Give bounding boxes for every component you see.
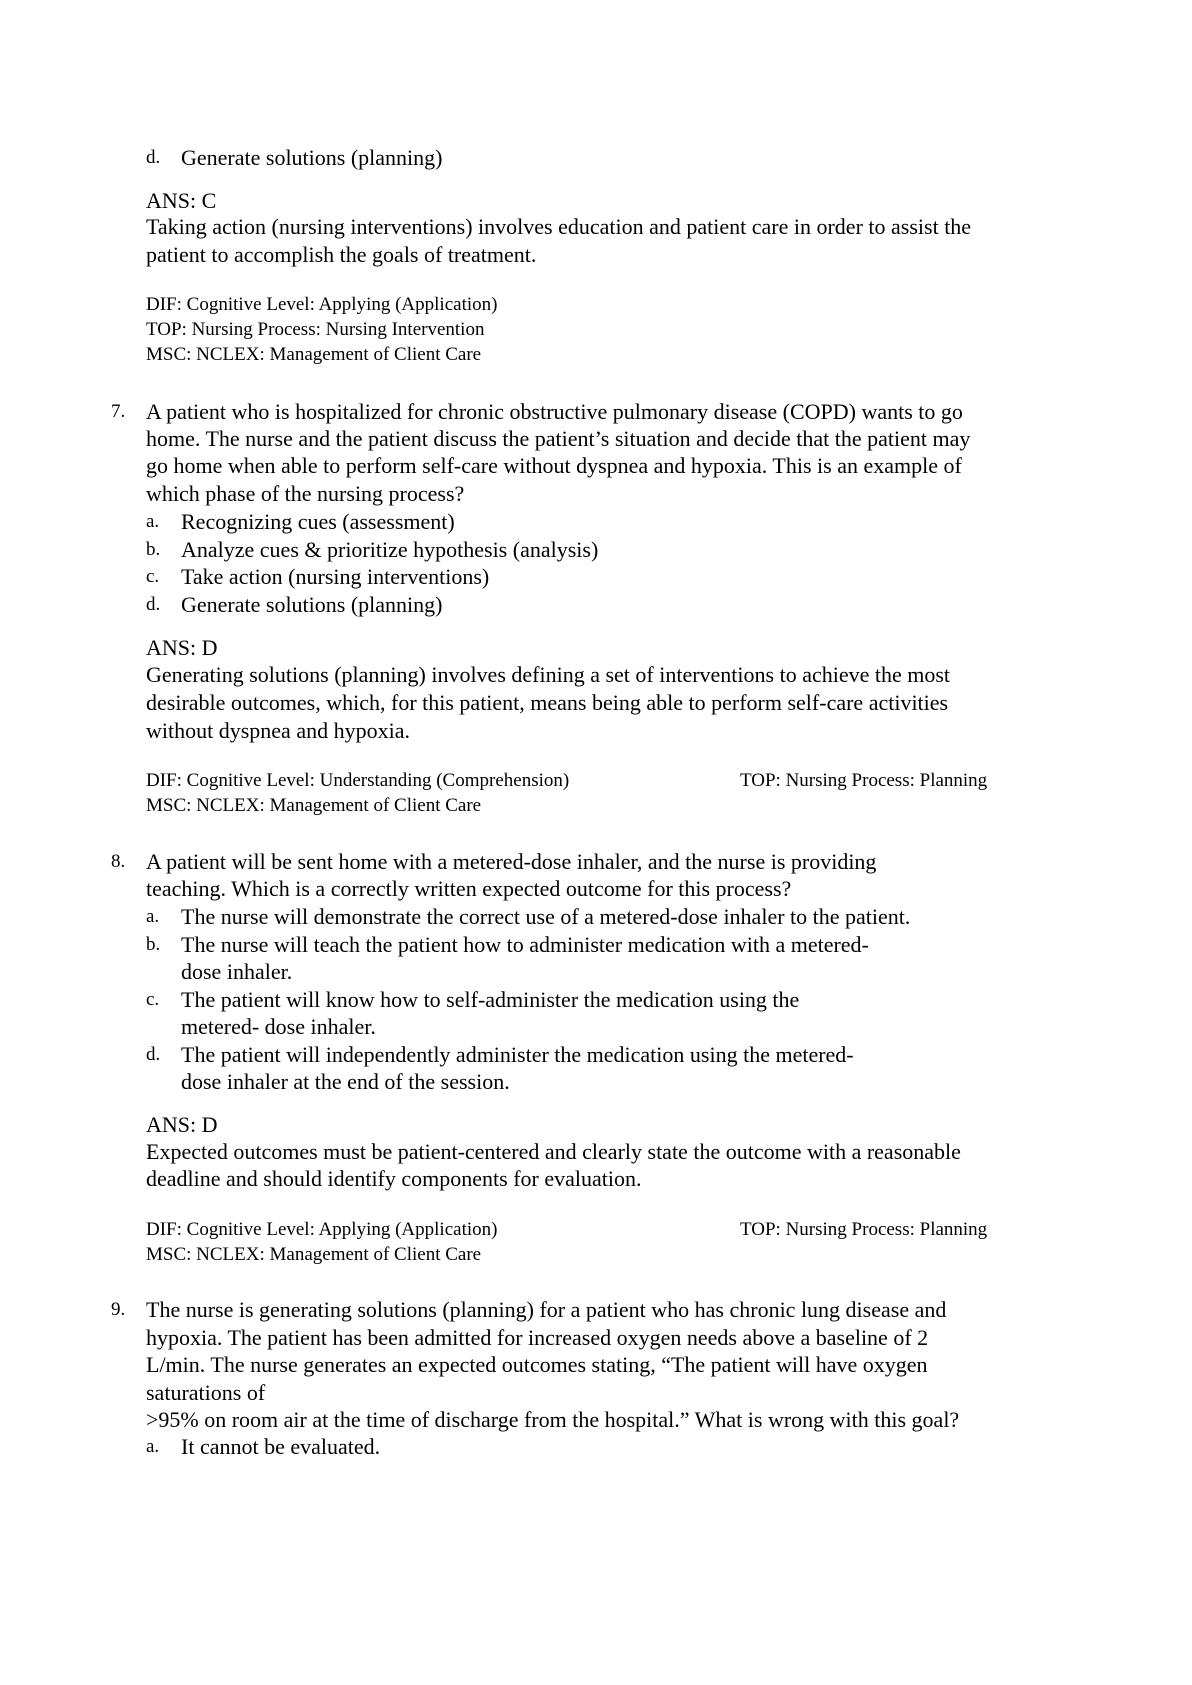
topic-meta: TOP: Nursing Process: Planning (740, 770, 988, 791)
question-stem-line: teaching. Which is a correctly written expected outcome for this process? (146, 876, 792, 901)
option-text: It cannot be evaluated. (181, 1434, 381, 1459)
option-label: d. (146, 1044, 161, 1065)
option-text: The nurse will teach the patient how to administer medication with a metered- (181, 932, 869, 957)
rationale-line: Taking action (nursing interventions) involves education and patient care in order to assist the (146, 214, 972, 239)
question-stem-line: A patient who is hospitalized for chronic obstructive pulmonary disease (COPD) wants to go (146, 399, 963, 424)
option-label: d. (146, 147, 161, 168)
rationale-line: desirable outcomes, which, for this patient, means being able to perform self-care activities (146, 690, 949, 715)
option-label: d. (146, 594, 161, 615)
rationale-line: Expected outcomes must be patient-centered and clearly state the outcome with a reasonable (146, 1139, 961, 1164)
rationale-line: deadline and should identify components for evaluation. (146, 1166, 642, 1191)
option-text: Generate solutions (planning) (181, 145, 443, 170)
option-label: a. (146, 511, 160, 532)
option-text: The nurse will demonstrate the correct use of a metered-dose inhaler to the patient. (181, 904, 911, 929)
question-number: 8. (111, 851, 126, 872)
question-stem-line: hypoxia. The patient has been admitted for increased oxygen needs above a baseline of 2 (146, 1325, 929, 1350)
client-care-meta: MSC: NCLEX: Management of Client Care (146, 795, 482, 816)
client-care-meta: MSC: NCLEX: Management of Client Care (146, 1244, 482, 1265)
topic-meta: TOP: Nursing Process: Nursing Intervention (146, 319, 485, 340)
difficulty-meta: DIF: Cognitive Level: Applying (Application) (146, 294, 498, 315)
question-number: 9. (111, 1299, 126, 1320)
option-label: b. (146, 934, 161, 955)
option-text: Analyze cues & prioritize hypothesis (analysis) (181, 537, 599, 562)
question-number: 7. (111, 401, 126, 422)
question-stem-line: The nurse is generating solutions (planning) for a patient who has chronic lung disease and (146, 1297, 947, 1322)
option-label: c. (146, 566, 160, 587)
option-label: a. (146, 1436, 160, 1457)
option-label: c. (146, 989, 160, 1010)
client-care-meta: MSC: NCLEX: Management of Client Care (146, 344, 482, 365)
option-text: The patient will know how to self-administer the medication using the (181, 987, 800, 1012)
option-label: a. (146, 906, 160, 927)
question-stem-line: go home when able to perform self-care without dyspnea and hypoxia. This is an example of (146, 453, 962, 478)
topic-meta: TOP: Nursing Process: Planning (740, 1219, 988, 1240)
option-text: dose inhaler. (181, 959, 293, 984)
answer-key: ANS: D (146, 635, 218, 660)
question-stem-line: >95% on room air at the time of discharge from the hospital.” What is wrong with this goal? (146, 1407, 960, 1432)
question-stem-line: saturations of (146, 1380, 266, 1405)
option-text: Take action (nursing interventions) (181, 564, 490, 589)
option-label: b. (146, 539, 161, 560)
answer-key: ANS: C (146, 188, 217, 213)
rationale-line: patient to accomplish the goals of treatment. (146, 242, 537, 267)
answer-key: ANS: D (146, 1112, 218, 1137)
question-stem-line: which phase of the nursing process? (146, 481, 465, 506)
difficulty-meta: DIF: Cognitive Level: Understanding (Comprehension) (146, 770, 570, 791)
option-text: Recognizing cues (assessment) (181, 509, 455, 534)
option-text: Generate solutions (planning) (181, 592, 443, 617)
rationale-line: without dyspnea and hypoxia. (146, 718, 410, 743)
option-text: metered- dose inhaler. (181, 1014, 376, 1039)
option-text: dose inhaler at the end of the session. (181, 1069, 510, 1094)
option-text: The patient will independently administer the medication using the metered- (181, 1042, 854, 1067)
question-stem-line: home. The nurse and the patient discuss the patient’s situation and decide that the patient may (146, 426, 971, 451)
rationale-line: Generating solutions (planning) involves defining a set of interventions to achieve the most (146, 662, 951, 687)
question-stem-line: L/min. The nurse generates an expected outcomes stating, “The patient will have oxygen (146, 1352, 928, 1377)
difficulty-meta: DIF: Cognitive Level: Applying (Application) (146, 1219, 498, 1240)
question-stem-line: A patient will be sent home with a metered-dose inhaler, and the nurse is providing (146, 849, 877, 874)
